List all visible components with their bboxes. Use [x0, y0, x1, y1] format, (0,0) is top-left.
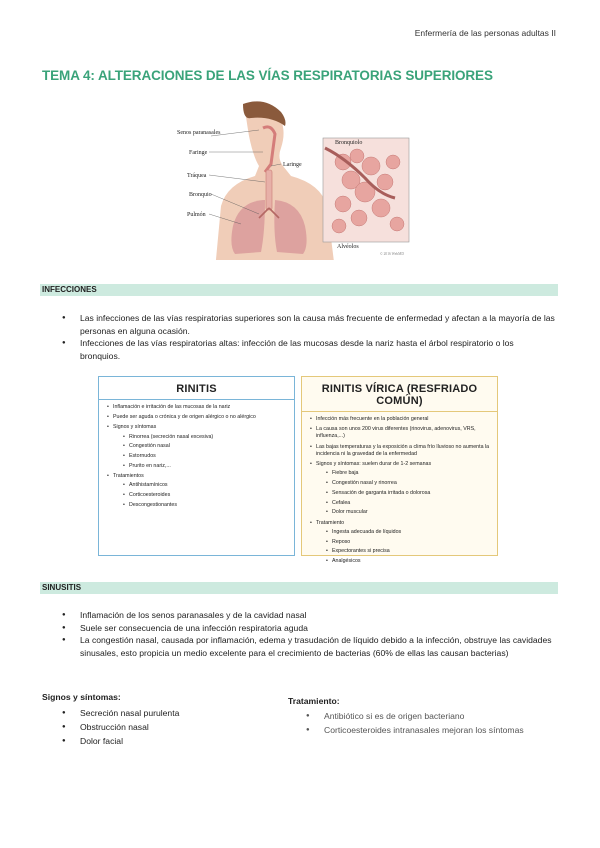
list-item: • Fiebre baja	[326, 470, 485, 477]
section-heading-sinusitis: SINUSITIS	[40, 582, 558, 594]
list-item: ● Las infecciones de las vías respiratorias superiores son la causa más frecuente de enfermedad y afectan a la mayoría de las personas en alguna ocasión.	[62, 312, 556, 337]
list-item: ● Secreción nasal purulenta	[62, 706, 262, 720]
rinitis-title: RINITIS	[99, 377, 294, 400]
list-item: ● Corticoesteroides intranasales mejoran los síntomas	[306, 723, 566, 737]
list-item: • Infección más frecuente en la población general	[310, 416, 491, 423]
list-item: • Inflamación e irritación de las mucosas de la nariz	[107, 404, 288, 411]
signos-title: Signos y síntomas:	[42, 692, 121, 702]
section-heading-infecciones: INFECCIONES	[40, 284, 558, 296]
label-senos: Senos paranasales	[177, 130, 221, 136]
infecciones-list	[62, 312, 556, 362]
respiratory-anatomy-illustration	[175, 100, 420, 260]
list-item: • Analgésicos	[326, 558, 485, 565]
list-item: ● Suele ser consecuencia de una infección respiratoria aguda	[62, 622, 556, 635]
list-item: ● Dolor facial	[62, 734, 262, 748]
list-item: • Congestión nasal	[123, 443, 282, 450]
list-item: • Estornudos	[123, 453, 282, 460]
label-bronquiolo: Bronquiolo	[335, 140, 363, 146]
list-item: • Expectorantes si precisa	[326, 548, 485, 555]
tratamiento-list	[306, 709, 566, 737]
sinusitis-list	[62, 609, 556, 659]
signos-list	[62, 706, 262, 748]
list-item: • Descongestionantes	[123, 502, 282, 509]
list-item: • Sensación de garganta irritada o dolorosa	[326, 490, 485, 497]
list-item: • Signos y síntomas: suelen durar de 1-2 semanas • Fiebre baja • Congestión nasal y rinorrea • Sensación de garganta irritada o dolorosa • Cefalea • Dolor muscular	[310, 461, 491, 517]
label-bronquio: Bronquio	[189, 192, 212, 198]
list-item: • Antihistamínicos	[123, 482, 282, 489]
list-item: • Puede ser aguda o crónica y de origen alérgico o no alérgico	[107, 414, 288, 421]
list-item: • Prurito en nariz,...	[123, 463, 282, 470]
list-item: ● La congestión nasal, causada por inflamación, edema y trasudación de líquido debido a la infección, obstruye las cavidades sinusales, esto propicia un medio excelente para el crecimiento de bacterias (60% de ellas las causan bacterias)	[62, 634, 556, 659]
list-item: • Ingesta adecuada de líquidos	[326, 529, 485, 536]
list-item: • Signos y síntomas • Rinorrea (secreción nasal excesiva) • Congestión nasal • Estornudos • Prurito en nariz,...	[107, 424, 288, 470]
list-item: ● Antibiótico si es de origen bacteriano	[306, 709, 566, 723]
tratamiento-title: Tratamiento:	[288, 696, 340, 706]
page-title: TEMA 4: ALTERACIONES DE LAS VÍAS RESPIRATORIAS SUPERIORES	[42, 68, 493, 83]
label-traquea: Tráquea	[187, 173, 207, 179]
list-item: • Dolor muscular	[326, 509, 485, 516]
rinitis-virica-title: RINITIS VÍRICA (RESFRIADO COMÚN)	[302, 377, 497, 412]
label-alveolos: Alvéolos	[337, 244, 359, 250]
list-item: • Cefalea	[326, 500, 485, 507]
rinitis-box	[98, 376, 295, 556]
rinitis-virica-box	[301, 376, 498, 565]
list-item: ● Infecciones de las vías respiratorias altas: infección de las mucosas desde la nariz hasta el árbol respiratorio o los bronquios.	[62, 337, 556, 362]
comparison-boxes	[98, 376, 498, 565]
list-item: ● Inflamación de los senos paranasales y de la cavidad nasal	[62, 609, 556, 622]
list-item: • Tratamiento • Ingesta adecuada de líquidos • Reposo • Expectorantes si precisa • Analgésicos	[310, 520, 491, 566]
list-item: • Reposo	[326, 539, 485, 546]
label-laringe: Laringe	[283, 162, 302, 168]
label-faringe: Faringe	[189, 150, 208, 156]
figure-credit: © 2016 WebMD	[380, 252, 404, 256]
list-item: • Rinorrea (secreción nasal excesiva)	[123, 434, 282, 441]
course-header: Enfermería de las personas adultas II	[414, 28, 556, 38]
list-item: • Tratamientos • Antihistamínicos • Corticoesteroides • Descongestionantes	[107, 473, 288, 509]
list-item: • La causa son unos 200 virus diferentes (rinovirus, adenovirus, VRS, influenza,...)	[310, 426, 491, 440]
list-item: • Las bajas temperaturas y la exposición a clima frío lluvioso no aumenta la incidencia ni la gravedad de la enfermedad	[310, 444, 491, 458]
label-pulmon: Pulmón	[187, 212, 206, 218]
list-item: ● Obstrucción nasal	[62, 720, 262, 734]
list-item: • Congestión nasal y rinorrea	[326, 480, 485, 487]
list-item: • Corticoesteroides	[123, 492, 282, 499]
